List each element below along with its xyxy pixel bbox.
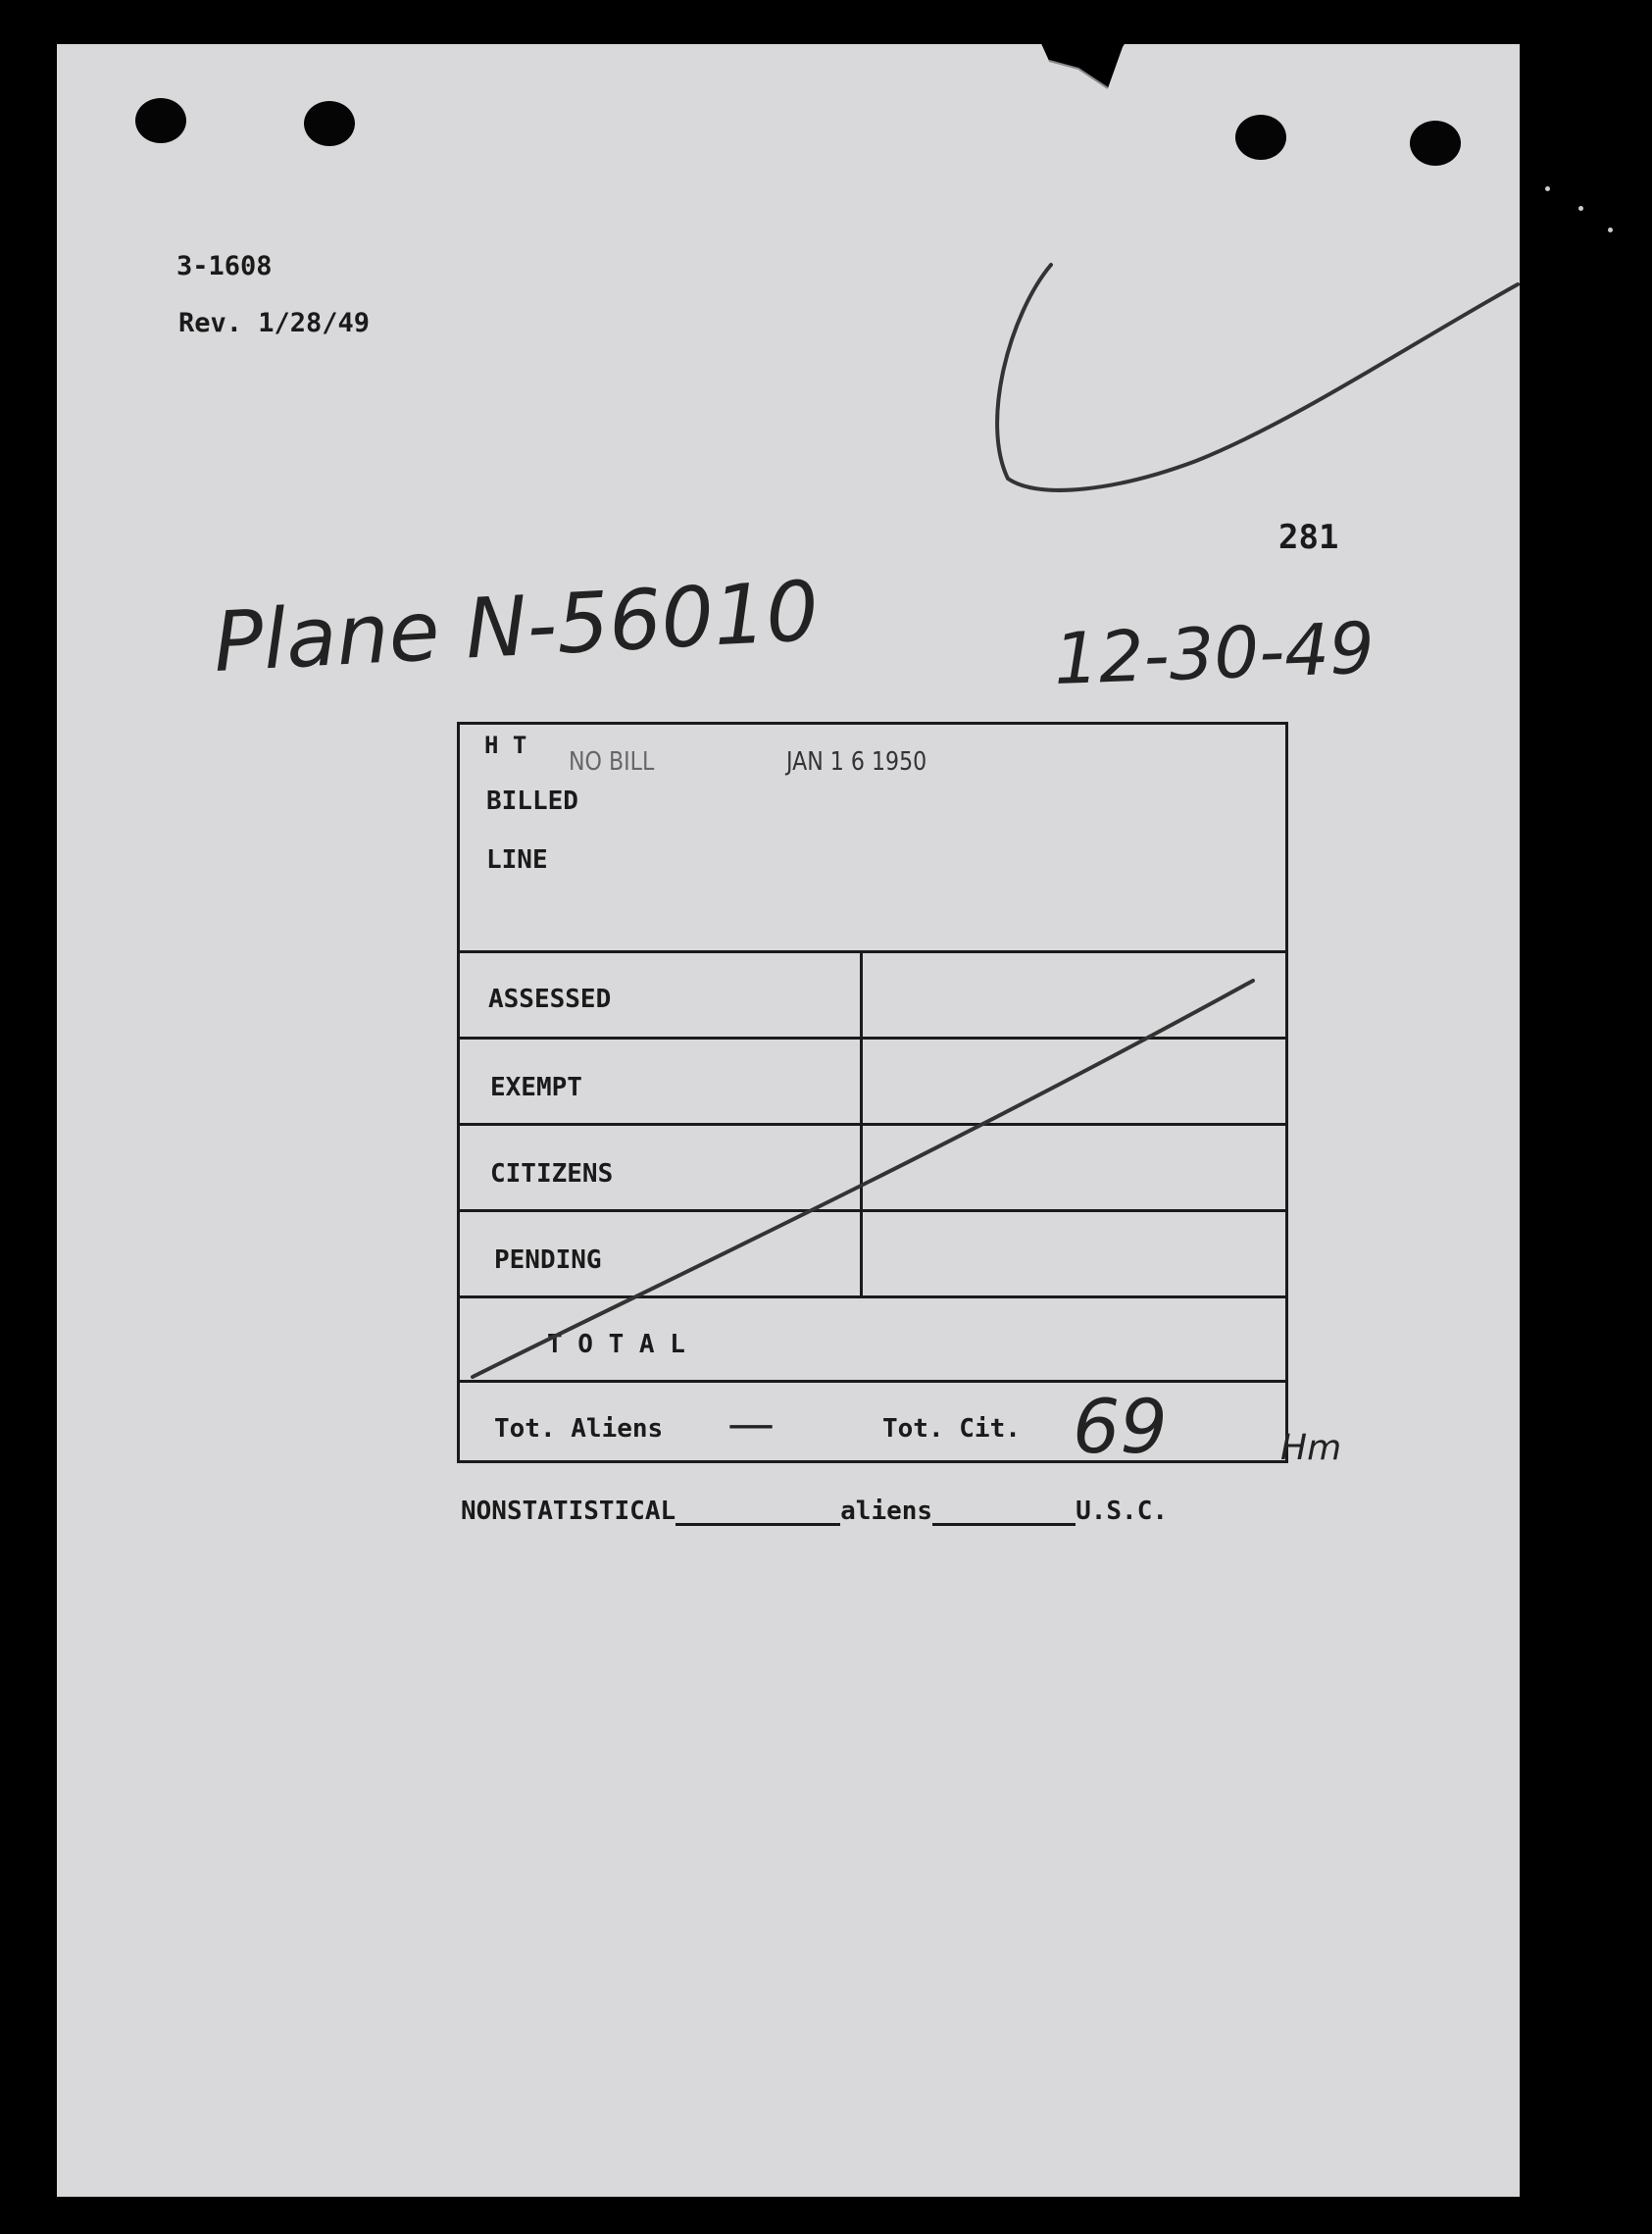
plane-number-handwritten: Plane N-56010 — [211, 562, 822, 690]
no-bill-stamp: NO BILL — [569, 747, 655, 777]
torn-paper-edge — [1039, 39, 1127, 98]
date-handwritten: 12-30-49 — [1052, 606, 1377, 700]
tot-cit-label: Tot. Cit. — [882, 1414, 1021, 1444]
form-divider — [460, 950, 1288, 953]
line-label: LINE — [486, 845, 548, 875]
nonstatistical-usc-blank — [932, 1498, 1076, 1526]
citizens-label: CITIZENS — [490, 1159, 614, 1189]
strike-through-line — [461, 971, 1265, 1383]
exempt-label: EXEMPT — [490, 1073, 582, 1102]
binder-hole — [135, 98, 186, 143]
scan-speck — [1545, 186, 1550, 191]
billed-label: BILLED — [486, 787, 578, 816]
revision-date: Rev. 1/28/49 — [178, 308, 371, 338]
nonstatistical-label: NONSTATISTICAL — [461, 1497, 676, 1526]
assessed-label: ASSESSED — [488, 985, 612, 1014]
page-number: 281 — [1278, 518, 1339, 557]
initials-handwritten: Hm — [1280, 1428, 1342, 1468]
tot-cit-value-handwritten: 69 — [1073, 1383, 1168, 1470]
nonstatistical-line — [461, 1497, 1168, 1526]
tot-aliens-label: Tot. Aliens — [494, 1414, 664, 1444]
aliens-label: aliens — [840, 1497, 933, 1526]
tot-aliens-dash: — — [727, 1396, 775, 1451]
usc-label: U.S.C. — [1076, 1497, 1168, 1526]
date-stamp: JAN 1 6 1950 — [786, 747, 927, 777]
nonstatistical-aliens-blank — [676, 1498, 840, 1526]
ht-label: H T — [484, 732, 527, 759]
binder-hole — [304, 101, 355, 146]
check-mark-icon — [980, 255, 1529, 500]
form-number: 3-1608 — [176, 251, 273, 281]
total-label: T O T A L — [547, 1330, 685, 1359]
binder-hole — [1235, 115, 1286, 160]
pending-label: PENDING — [494, 1245, 602, 1275]
scan-speck — [1608, 228, 1613, 232]
binder-hole — [1410, 121, 1461, 166]
scan-speck — [1578, 206, 1583, 211]
